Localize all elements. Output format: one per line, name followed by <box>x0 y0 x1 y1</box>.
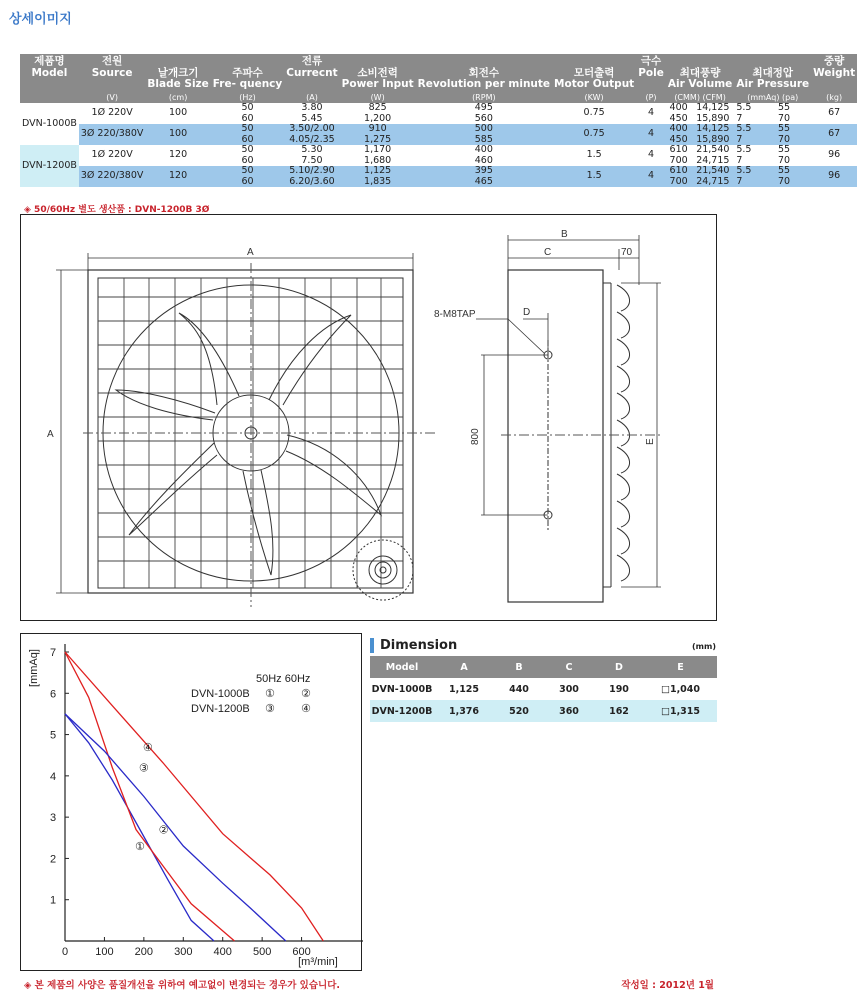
x-tick-label: 200 <box>134 946 154 958</box>
dimension-row: DVN-1200B 1,376 520 360 162 □1,315 <box>370 700 717 722</box>
y-tick-label: 4 <box>49 770 57 783</box>
x-tick-label: 300 <box>174 946 193 958</box>
legend-1200b-60hz: ④ <box>301 703 311 715</box>
y-tick-label: 5 <box>49 729 57 742</box>
legend-header: 50Hz 60Hz <box>256 673 311 685</box>
spec-row: 3Ø 220/380V 100 50 60 3.50/2.00 4.05/2.35 910 1,275 500 585 0.75 4 400 450 14,125 15,890 5.5 7 55 70 67 <box>20 124 857 145</box>
series-line-1 <box>65 714 214 941</box>
curve-label-4: ④ <box>142 742 153 755</box>
y-tick-label: 3 <box>49 812 57 825</box>
legend-model-1000b: DVN-1000B <box>191 688 250 700</box>
tap-label: 8-M8TAP <box>434 309 476 320</box>
legend-model-1200b: DVN-1200B <box>191 703 250 715</box>
dim-label-a-top: A <box>247 247 254 258</box>
curve-label-3: ③ <box>138 762 149 775</box>
y-tick-label: 1 <box>49 894 57 907</box>
x-tick-label: 500 <box>252 946 272 958</box>
legend-1000b-60hz: ② <box>301 688 311 700</box>
curve-label-1: ① <box>134 841 145 854</box>
x-tick-label: 400 <box>213 946 232 958</box>
dim-label-800: 800 <box>470 428 481 445</box>
production-note: ◈ 50/60Hz 별도 생산품 : DVN-1200B 3Ø <box>24 205 210 215</box>
spec-table <box>20 54 857 187</box>
x-tick-label: 0 <box>61 946 69 958</box>
spec-row: 3Ø 220/380V 120 50 60 5.10/2.90 6.20/3.60 1,125 1,835 395 465 1.5 4 610 700 21,540 24,715 5.5 7 55 70 96 <box>20 166 857 187</box>
y-axis-label: [mmAq] <box>28 649 40 687</box>
dim-label-c: C <box>544 247 552 258</box>
curve-label-2: ② <box>158 824 169 837</box>
x-tick-label: 100 <box>95 946 114 958</box>
legend-1200b-50hz: ③ <box>265 703 275 715</box>
dim-label-a-left: A <box>47 429 54 440</box>
performance-chart-svg <box>21 634 363 972</box>
footer-note: ◈ 본 제품의 사양은 품질개선을 위하여 예고없이 변경되는 경우가 있습니다. <box>24 980 340 991</box>
spec-header-row: 제품명 Model 전원 Source (V) 날개크기 Blade Size (cm) 주파수 Fre- quency (Hz) 전류 Currecnt (A) 소비전력 Power Input (W) 회전수 Revolution per minute (RPM) 모터출력 Motor Output (KW) 극수 Pole (P) 최대풍량 Air Volume (CMM) (CFM) 최대정압 Air Pressure (mmAq) (pa) 중량 Weight (kg) <box>20 54 857 103</box>
x-axis-label: [m³/min] <box>298 956 338 968</box>
series-line-3 <box>65 714 286 941</box>
x-tick-label: 600 <box>292 946 311 958</box>
fan-drawing-svg <box>21 215 718 622</box>
dimension-row: DVN-1000B 1,125 440 300 190 □1,040 <box>371 683 701 695</box>
footer-date: 작성일 : 2012년 1월 <box>621 980 714 991</box>
y-tick-label: 7 <box>49 647 57 659</box>
legend-1000b-50hz: ① <box>265 688 275 700</box>
dimension-unit: (mm) <box>692 642 716 651</box>
y-tick-label: 6 <box>49 688 57 701</box>
dim-label-d: D <box>523 307 531 318</box>
dimension-header-row: Model A B C D E <box>370 656 717 678</box>
spec-row: DVN-1000B 1Ø 220V 100 50 60 3.80 5.45 825 1,200 495 560 0.75 4 400 450 14,125 15,890 5.5 7 55 70 67 <box>20 103 857 124</box>
y-tick-label: 2 <box>49 853 57 866</box>
spec-row: DVN-1200B 1Ø 220V 120 50 60 5.30 7.50 1,170 1,680 400 460 1.5 4 610 700 21,540 24,715 5.5 7 55 70 96 <box>20 145 857 166</box>
dimension-table <box>370 656 717 722</box>
dim-label-e: E <box>645 438 656 445</box>
technical-drawing <box>20 214 717 621</box>
performance-chart <box>20 633 362 971</box>
dim-label-b: B <box>561 229 568 240</box>
page-title: 상세이미지 <box>9 12 72 27</box>
dimension-title: Dimension <box>370 638 457 653</box>
dim-label-70: 70 <box>621 247 633 258</box>
